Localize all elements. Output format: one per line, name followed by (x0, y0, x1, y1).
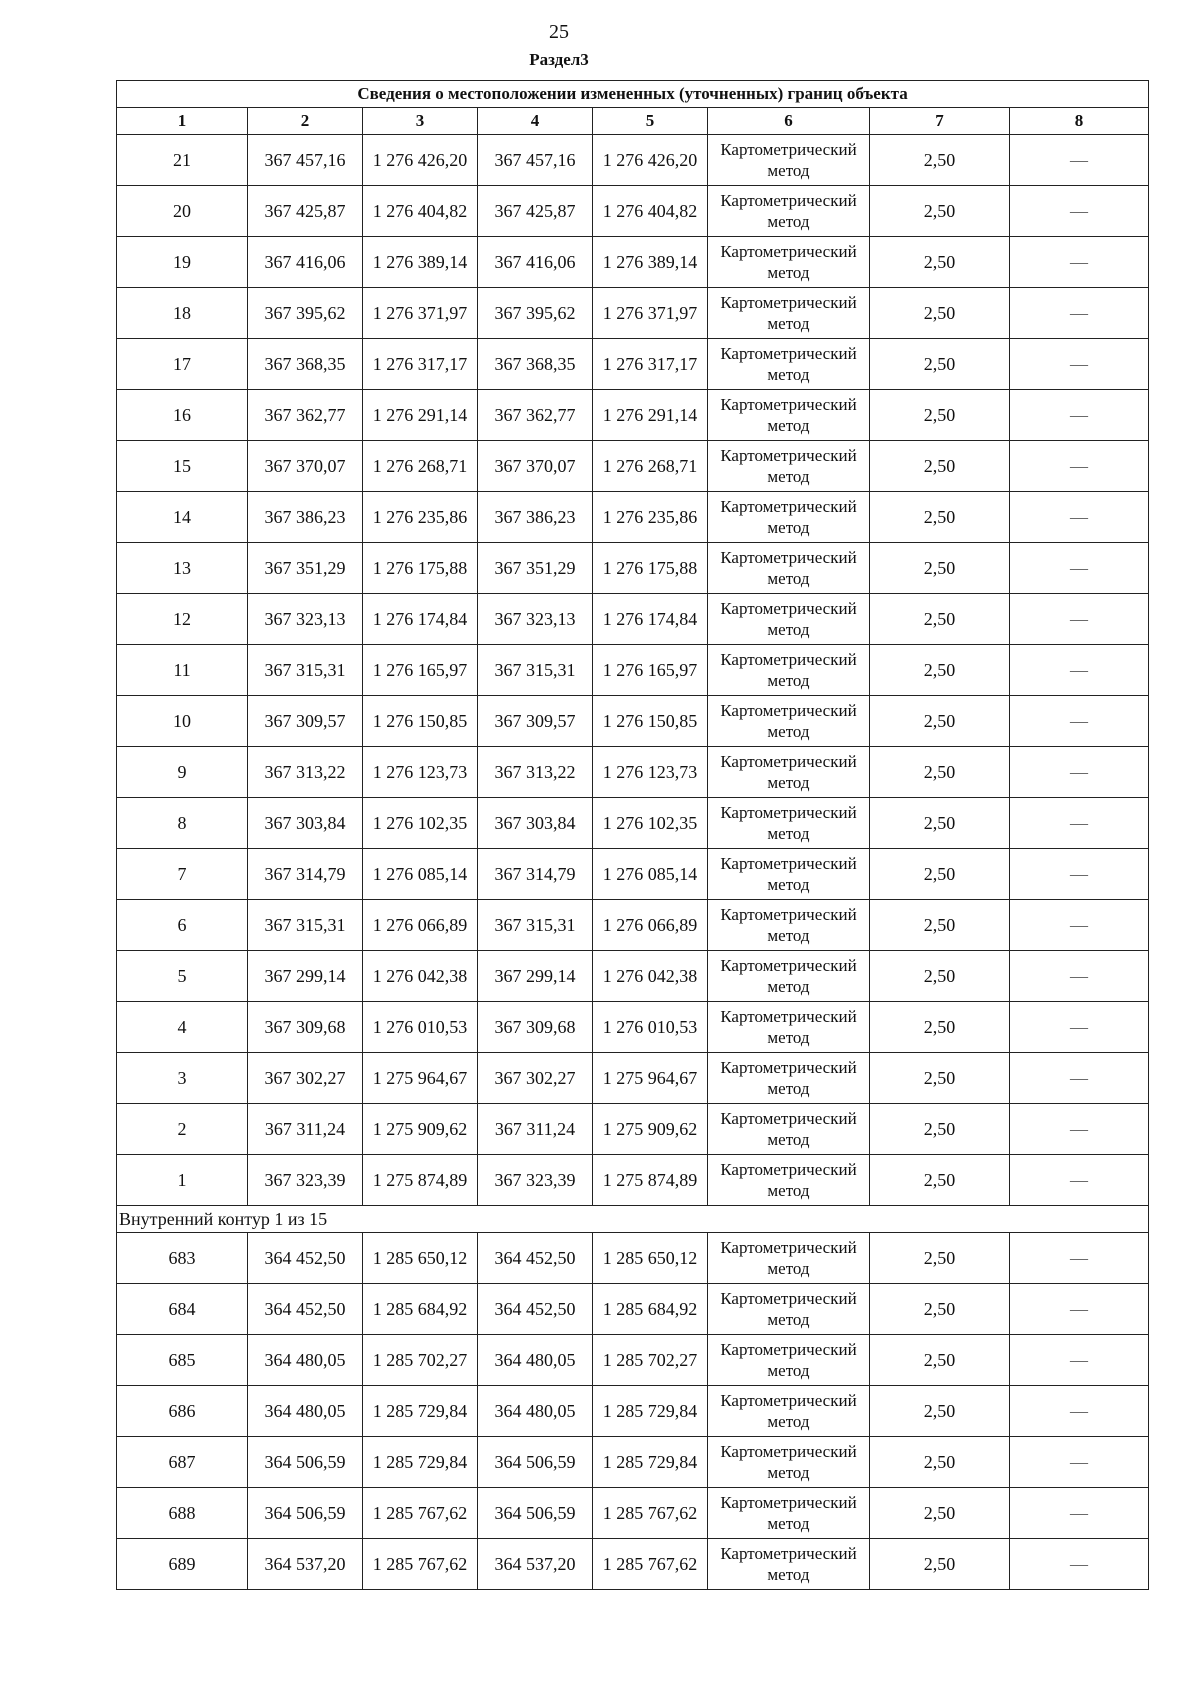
x-existing-cell: 367 309,57 (248, 696, 363, 747)
table-row (117, 1437, 1149, 1488)
y-refined-cell: 1 276 291,14 (593, 390, 708, 441)
x-existing-cell: 367 370,07 (248, 441, 363, 492)
point-number-cell: 5 (117, 951, 248, 1002)
table-row (117, 1002, 1149, 1053)
x-refined-cell: 367 362,77 (478, 390, 593, 441)
x-refined-cell: 367 315,31 (478, 900, 593, 951)
table-row (117, 390, 1149, 441)
method-cell: Картометрический метод (708, 135, 870, 186)
method-cell: Картометрический метод (708, 186, 870, 237)
y-existing-cell: 1 276 291,14 (363, 390, 478, 441)
y-existing-cell: 1 276 165,97 (363, 645, 478, 696)
method-cell: Картометрический метод (708, 492, 870, 543)
table-row (117, 1488, 1149, 1539)
column-number: 8 (1010, 108, 1149, 135)
point-number-cell: 10 (117, 696, 248, 747)
table-row (117, 1104, 1149, 1155)
table-row (117, 1335, 1149, 1386)
precision-cell: 2,50 (870, 237, 1010, 288)
precision-cell: 2,50 (870, 1284, 1010, 1335)
y-existing-cell: 1 275 964,67 (363, 1053, 478, 1104)
dash-mark: — (1070, 659, 1089, 680)
x-existing-cell: 367 395,62 (248, 288, 363, 339)
precision-cell: 2,50 (870, 798, 1010, 849)
y-existing-cell: 1 276 150,85 (363, 696, 478, 747)
y-existing-cell: 1 276 174,84 (363, 594, 478, 645)
y-refined-cell: 1 285 684,92 (593, 1284, 708, 1335)
note-cell (1010, 1233, 1149, 1284)
note-cell (1010, 1284, 1149, 1335)
table-row (117, 900, 1149, 951)
note-cell (1010, 1002, 1149, 1053)
y-refined-cell: 1 285 767,62 (593, 1488, 708, 1539)
method-cell: Картометрический метод (708, 1284, 870, 1335)
y-existing-cell: 1 285 767,62 (363, 1488, 478, 1539)
note-cell (1010, 339, 1149, 390)
y-existing-cell: 1 285 702,27 (363, 1335, 478, 1386)
method-cell: Картометрический метод (708, 543, 870, 594)
x-existing-cell: 364 506,59 (248, 1437, 363, 1488)
method-cell: Картометрический метод (708, 237, 870, 288)
table-row (117, 645, 1149, 696)
dash-mark: — (1070, 608, 1089, 629)
precision-cell: 2,50 (870, 849, 1010, 900)
y-existing-cell: 1 276 317,17 (363, 339, 478, 390)
x-existing-cell: 364 537,20 (248, 1539, 363, 1590)
method-cell: Картометрический метод (708, 339, 870, 390)
column-number: 1 (117, 108, 248, 135)
y-refined-cell: 1 285 729,84 (593, 1437, 708, 1488)
y-existing-cell: 1 276 404,82 (363, 186, 478, 237)
x-existing-cell: 367 362,77 (248, 390, 363, 441)
point-number-cell: 19 (117, 237, 248, 288)
x-existing-cell: 367 313,22 (248, 747, 363, 798)
method-cell: Картометрический метод (708, 951, 870, 1002)
y-refined-cell: 1 276 175,88 (593, 543, 708, 594)
precision-cell: 2,50 (870, 543, 1010, 594)
y-refined-cell: 1 276 123,73 (593, 747, 708, 798)
y-existing-cell: 1 276 085,14 (363, 849, 478, 900)
note-cell (1010, 390, 1149, 441)
y-existing-cell: 1 276 010,53 (363, 1002, 478, 1053)
contour-label: Внутренний контур 1 из 15 (117, 1206, 1149, 1233)
note-cell (1010, 441, 1149, 492)
dash-mark: — (1070, 1400, 1089, 1421)
precision-cell: 2,50 (870, 1335, 1010, 1386)
dash-mark: — (1070, 1349, 1089, 1370)
column-number: 3 (363, 108, 478, 135)
x-refined-cell: 367 309,68 (478, 1002, 593, 1053)
note-cell (1010, 1104, 1149, 1155)
precision-cell: 2,50 (870, 186, 1010, 237)
point-number-cell: 14 (117, 492, 248, 543)
y-refined-cell: 1 276 235,86 (593, 492, 708, 543)
column-number: 6 (708, 108, 870, 135)
table-row (117, 1539, 1149, 1590)
x-existing-cell: 367 299,14 (248, 951, 363, 1002)
point-number-cell: 17 (117, 339, 248, 390)
y-existing-cell: 1 275 909,62 (363, 1104, 478, 1155)
method-cell: Картометрический метод (708, 1335, 870, 1386)
y-refined-cell: 1 285 767,62 (593, 1539, 708, 1590)
precision-cell: 2,50 (870, 594, 1010, 645)
method-cell: Картометрический метод (708, 288, 870, 339)
x-existing-cell: 367 314,79 (248, 849, 363, 900)
x-existing-cell: 364 452,50 (248, 1284, 363, 1335)
boundary-coordinates-table (116, 80, 1149, 1590)
point-number-cell: 9 (117, 747, 248, 798)
dash-mark: — (1070, 455, 1089, 476)
table-row (117, 135, 1149, 186)
dash-mark: — (1070, 1502, 1089, 1523)
y-refined-cell: 1 276 174,84 (593, 594, 708, 645)
x-refined-cell: 367 425,87 (478, 186, 593, 237)
precision-cell: 2,50 (870, 288, 1010, 339)
note-cell (1010, 1155, 1149, 1206)
y-refined-cell: 1 276 066,89 (593, 900, 708, 951)
table-row (117, 441, 1149, 492)
x-existing-cell: 367 303,84 (248, 798, 363, 849)
table-row (117, 288, 1149, 339)
x-refined-cell: 364 506,59 (478, 1437, 593, 1488)
method-cell: Картометрический метод (708, 1488, 870, 1539)
point-number-cell: 688 (117, 1488, 248, 1539)
point-number-cell: 18 (117, 288, 248, 339)
table-row (117, 237, 1149, 288)
page-number: 25 (549, 21, 569, 43)
y-existing-cell: 1 276 042,38 (363, 951, 478, 1002)
note-cell (1010, 492, 1149, 543)
section-title: Раздел3 (529, 50, 589, 69)
note-cell (1010, 1053, 1149, 1104)
x-refined-cell: 364 452,50 (478, 1233, 593, 1284)
table-row (117, 1386, 1149, 1437)
x-existing-cell: 367 416,06 (248, 237, 363, 288)
table-row (117, 339, 1149, 390)
note-cell (1010, 900, 1149, 951)
y-existing-cell: 1 276 235,86 (363, 492, 478, 543)
note-cell (1010, 237, 1149, 288)
point-number-cell: 687 (117, 1437, 248, 1488)
precision-cell: 2,50 (870, 135, 1010, 186)
dash-mark: — (1070, 914, 1089, 935)
method-cell: Картометрический метод (708, 1437, 870, 1488)
x-refined-cell: 367 351,29 (478, 543, 593, 594)
y-refined-cell: 1 276 150,85 (593, 696, 708, 747)
x-refined-cell: 367 368,35 (478, 339, 593, 390)
table-row (117, 492, 1149, 543)
x-existing-cell: 367 368,35 (248, 339, 363, 390)
method-cell: Картометрический метод (708, 441, 870, 492)
point-number-cell: 2 (117, 1104, 248, 1155)
y-existing-cell: 1 285 729,84 (363, 1437, 478, 1488)
dash-mark: — (1070, 1118, 1089, 1139)
note-cell (1010, 186, 1149, 237)
note-cell (1010, 696, 1149, 747)
point-number-cell: 3 (117, 1053, 248, 1104)
method-cell: Картометрический метод (708, 1233, 870, 1284)
x-refined-cell: 364 480,05 (478, 1386, 593, 1437)
point-number-cell: 7 (117, 849, 248, 900)
precision-cell: 2,50 (870, 900, 1010, 951)
x-existing-cell: 367 323,39 (248, 1155, 363, 1206)
column-number: 2 (248, 108, 363, 135)
note-cell (1010, 1488, 1149, 1539)
y-existing-cell: 1 276 102,35 (363, 798, 478, 849)
note-cell (1010, 1539, 1149, 1590)
x-refined-cell: 367 314,79 (478, 849, 593, 900)
point-number-cell: 11 (117, 645, 248, 696)
y-refined-cell: 1 285 650,12 (593, 1233, 708, 1284)
point-number-cell: 684 (117, 1284, 248, 1335)
precision-cell: 2,50 (870, 645, 1010, 696)
point-number-cell: 686 (117, 1386, 248, 1437)
y-refined-cell: 1 276 165,97 (593, 645, 708, 696)
method-cell: Картометрический метод (708, 1002, 870, 1053)
y-existing-cell: 1 285 729,84 (363, 1386, 478, 1437)
x-existing-cell: 367 315,31 (248, 645, 363, 696)
note-cell (1010, 543, 1149, 594)
x-existing-cell: 364 480,05 (248, 1335, 363, 1386)
y-refined-cell: 1 276 102,35 (593, 798, 708, 849)
x-refined-cell: 367 303,84 (478, 798, 593, 849)
method-cell: Картометрический метод (708, 645, 870, 696)
column-number: 4 (478, 108, 593, 135)
method-cell: Картометрический метод (708, 1539, 870, 1590)
contour-separator (117, 1206, 1149, 1233)
y-existing-cell: 1 276 123,73 (363, 747, 478, 798)
y-existing-cell: 1 285 650,12 (363, 1233, 478, 1284)
x-refined-cell: 367 370,07 (478, 441, 593, 492)
table-row (117, 798, 1149, 849)
point-number-cell: 4 (117, 1002, 248, 1053)
precision-cell: 2,50 (870, 390, 1010, 441)
y-refined-cell: 1 285 702,27 (593, 1335, 708, 1386)
y-existing-cell: 1 285 767,62 (363, 1539, 478, 1590)
method-cell: Картометрический метод (708, 900, 870, 951)
note-cell (1010, 1335, 1149, 1386)
dash-mark: — (1070, 1067, 1089, 1088)
y-existing-cell: 1 285 684,92 (363, 1284, 478, 1335)
y-existing-cell: 1 276 268,71 (363, 441, 478, 492)
note-cell (1010, 594, 1149, 645)
point-number-cell: 12 (117, 594, 248, 645)
precision-cell: 2,50 (870, 1104, 1010, 1155)
precision-cell: 2,50 (870, 492, 1010, 543)
dash-mark: — (1070, 200, 1089, 221)
y-refined-cell: 1 275 964,67 (593, 1053, 708, 1104)
x-refined-cell: 367 416,06 (478, 237, 593, 288)
point-number-cell: 8 (117, 798, 248, 849)
x-existing-cell: 367 457,16 (248, 135, 363, 186)
y-refined-cell: 1 276 389,14 (593, 237, 708, 288)
precision-cell: 2,50 (870, 1488, 1010, 1539)
y-existing-cell: 1 276 389,14 (363, 237, 478, 288)
note-cell (1010, 1437, 1149, 1488)
table-row (117, 186, 1149, 237)
x-existing-cell: 364 480,05 (248, 1386, 363, 1437)
note-cell (1010, 747, 1149, 798)
method-cell: Картометрический метод (708, 1386, 870, 1437)
x-refined-cell: 367 309,57 (478, 696, 593, 747)
x-refined-cell: 367 386,23 (478, 492, 593, 543)
y-existing-cell: 1 276 066,89 (363, 900, 478, 951)
method-cell: Картометрический метод (708, 1104, 870, 1155)
y-refined-cell: 1 276 426,20 (593, 135, 708, 186)
table-row (117, 1053, 1149, 1104)
method-cell: Картометрический метод (708, 594, 870, 645)
dash-mark: — (1070, 251, 1089, 272)
x-refined-cell: 367 299,14 (478, 951, 593, 1002)
dash-mark: — (1070, 404, 1089, 425)
dash-mark: — (1070, 1247, 1089, 1268)
method-cell: Картометрический метод (708, 1155, 870, 1206)
note-cell (1010, 135, 1149, 186)
precision-cell: 2,50 (870, 1539, 1010, 1590)
x-existing-cell: 364 506,59 (248, 1488, 363, 1539)
precision-cell: 2,50 (870, 1386, 1010, 1437)
column-number: 5 (593, 108, 708, 135)
x-existing-cell: 367 425,87 (248, 186, 363, 237)
note-cell (1010, 798, 1149, 849)
table-row (117, 1155, 1149, 1206)
y-existing-cell: 1 276 426,20 (363, 135, 478, 186)
dash-mark: — (1070, 965, 1089, 986)
table-row (117, 594, 1149, 645)
point-number-cell: 689 (117, 1539, 248, 1590)
dash-mark: — (1070, 1553, 1089, 1574)
column-numbers-row (117, 108, 1149, 135)
x-refined-cell: 364 537,20 (478, 1539, 593, 1590)
dash-mark: — (1070, 506, 1089, 527)
y-refined-cell: 1 275 909,62 (593, 1104, 708, 1155)
table-row (117, 543, 1149, 594)
y-existing-cell: 1 276 371,97 (363, 288, 478, 339)
table-header (117, 81, 1149, 135)
contour-label-row (117, 1206, 1149, 1233)
note-cell (1010, 1386, 1149, 1437)
precision-cell: 2,50 (870, 1437, 1010, 1488)
y-refined-cell: 1 276 371,97 (593, 288, 708, 339)
x-refined-cell: 367 315,31 (478, 645, 593, 696)
x-refined-cell: 367 311,24 (478, 1104, 593, 1155)
table-caption: Сведения о местоположении измененных (уточненных) границ объекта (117, 81, 1149, 108)
table-body-outer-contour (117, 135, 1149, 1206)
dash-mark: — (1070, 302, 1089, 323)
x-refined-cell: 367 323,39 (478, 1155, 593, 1206)
dash-mark: — (1070, 1298, 1089, 1319)
x-existing-cell: 367 351,29 (248, 543, 363, 594)
dash-mark: — (1070, 710, 1089, 731)
precision-cell: 2,50 (870, 1002, 1010, 1053)
x-existing-cell: 367 323,13 (248, 594, 363, 645)
method-cell: Картометрический метод (708, 798, 870, 849)
dash-mark: — (1070, 353, 1089, 374)
precision-cell: 2,50 (870, 1155, 1010, 1206)
table-row (117, 1233, 1149, 1284)
dash-mark: — (1070, 1451, 1089, 1472)
point-number-cell: 6 (117, 900, 248, 951)
dash-mark: — (1070, 149, 1089, 170)
y-refined-cell: 1 276 085,14 (593, 849, 708, 900)
dash-mark: — (1070, 761, 1089, 782)
dash-mark: — (1070, 1016, 1089, 1037)
x-refined-cell: 367 323,13 (478, 594, 593, 645)
point-number-cell: 1 (117, 1155, 248, 1206)
x-refined-cell: 367 457,16 (478, 135, 593, 186)
x-existing-cell: 367 309,68 (248, 1002, 363, 1053)
column-number: 7 (870, 108, 1010, 135)
point-number-cell: 15 (117, 441, 248, 492)
y-existing-cell: 1 275 874,89 (363, 1155, 478, 1206)
note-cell (1010, 951, 1149, 1002)
y-refined-cell: 1 276 010,53 (593, 1002, 708, 1053)
table-row (117, 1284, 1149, 1335)
x-refined-cell: 364 506,59 (478, 1488, 593, 1539)
precision-cell: 2,50 (870, 441, 1010, 492)
precision-cell: 2,50 (870, 747, 1010, 798)
precision-cell: 2,50 (870, 696, 1010, 747)
x-existing-cell: 367 302,27 (248, 1053, 363, 1104)
point-number-cell: 20 (117, 186, 248, 237)
x-existing-cell: 364 452,50 (248, 1233, 363, 1284)
table-row (117, 849, 1149, 900)
point-number-cell: 683 (117, 1233, 248, 1284)
x-refined-cell: 364 480,05 (478, 1335, 593, 1386)
point-number-cell: 13 (117, 543, 248, 594)
precision-cell: 2,50 (870, 951, 1010, 1002)
x-existing-cell: 367 311,24 (248, 1104, 363, 1155)
x-existing-cell: 367 386,23 (248, 492, 363, 543)
note-cell (1010, 849, 1149, 900)
x-refined-cell: 364 452,50 (478, 1284, 593, 1335)
method-cell: Картометрический метод (708, 849, 870, 900)
method-cell: Картометрический метод (708, 1053, 870, 1104)
x-refined-cell: 367 302,27 (478, 1053, 593, 1104)
precision-cell: 2,50 (870, 1233, 1010, 1284)
y-existing-cell: 1 276 175,88 (363, 543, 478, 594)
x-refined-cell: 367 395,62 (478, 288, 593, 339)
y-refined-cell: 1 275 874,89 (593, 1155, 708, 1206)
precision-cell: 2,50 (870, 339, 1010, 390)
note-cell (1010, 645, 1149, 696)
table-row (117, 696, 1149, 747)
dash-mark: — (1070, 1169, 1089, 1190)
precision-cell: 2,50 (870, 1053, 1010, 1104)
y-refined-cell: 1 276 404,82 (593, 186, 708, 237)
point-number-cell: 685 (117, 1335, 248, 1386)
point-number-cell: 16 (117, 390, 248, 441)
table-body-inner-contour (117, 1233, 1149, 1590)
dash-mark: — (1070, 812, 1089, 833)
note-cell (1010, 288, 1149, 339)
table-row (117, 951, 1149, 1002)
table-row (117, 747, 1149, 798)
dash-mark: — (1070, 863, 1089, 884)
y-refined-cell: 1 285 729,84 (593, 1386, 708, 1437)
y-refined-cell: 1 276 042,38 (593, 951, 708, 1002)
y-refined-cell: 1 276 268,71 (593, 441, 708, 492)
dash-mark: — (1070, 557, 1089, 578)
method-cell: Картометрический метод (708, 696, 870, 747)
point-number-cell: 21 (117, 135, 248, 186)
y-refined-cell: 1 276 317,17 (593, 339, 708, 390)
x-existing-cell: 367 315,31 (248, 900, 363, 951)
method-cell: Картометрический метод (708, 390, 870, 441)
x-refined-cell: 367 313,22 (478, 747, 593, 798)
method-cell: Картометрический метод (708, 747, 870, 798)
